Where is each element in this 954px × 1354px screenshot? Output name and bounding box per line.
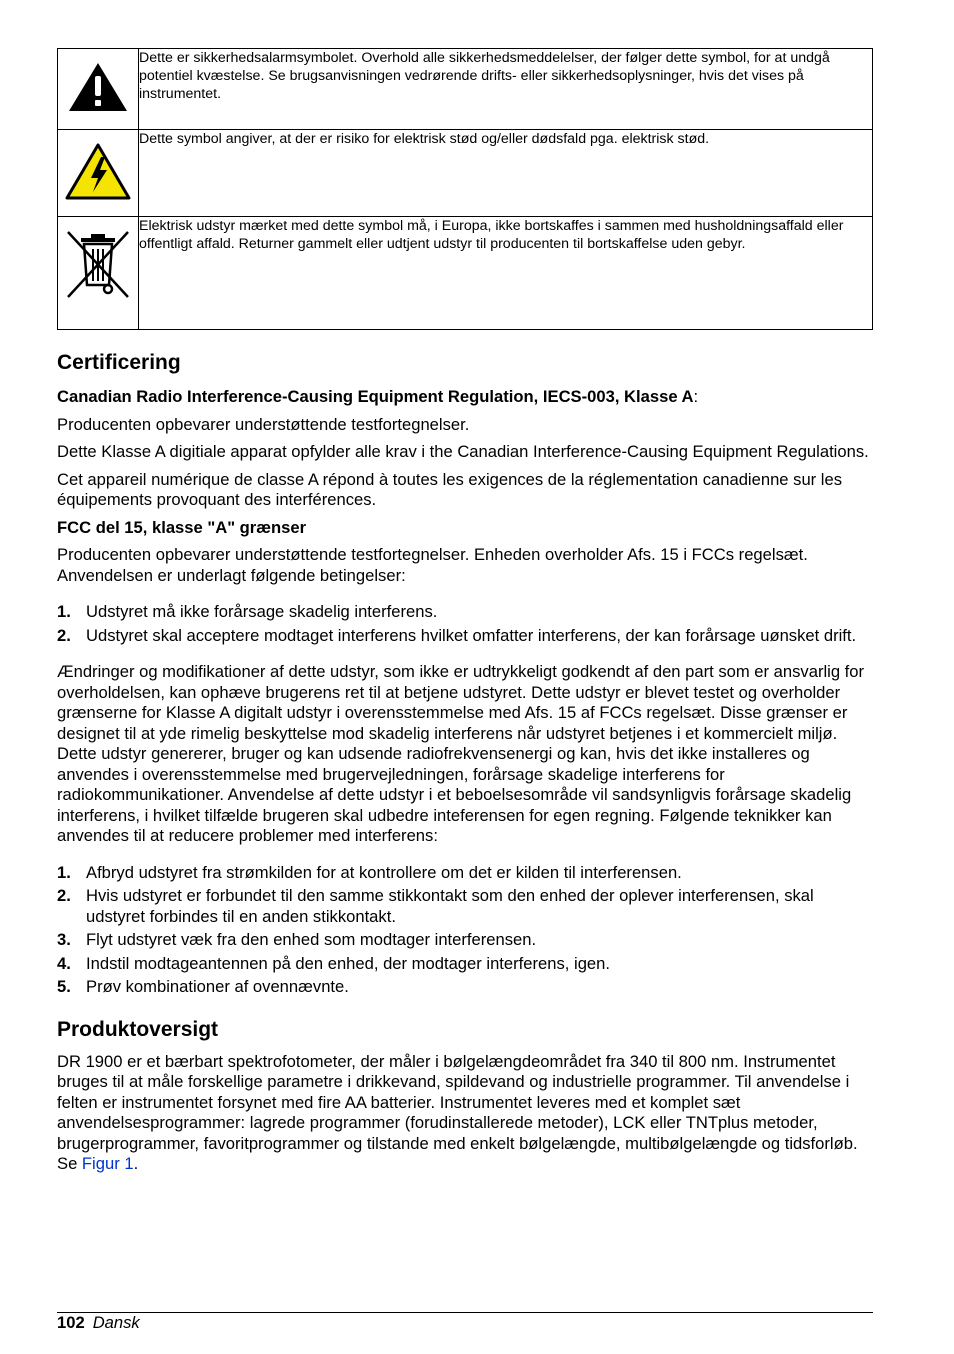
table-row	[58, 217, 873, 330]
figure-1-link[interactable]: Figur 1	[81, 1154, 134, 1173]
fcc-heading: FCC del 15, klasse "A" grænser	[57, 517, 307, 537]
list-text: Prøv kombinationer af ovennævnte.	[86, 977, 349, 996]
overview-end: .	[133, 1154, 139, 1173]
paragraph: Ændringer og modifikationer af dette udstyr, som ikke er udtrykkeligt godkendt af den part som er ansvarlig for overholdelsen, kan ophæve brugerens ret til at betjene udstyret. Dette udstyr er blevet testet og overholder grænserne for Klasse A digitalt udstyr i overensstemmelse med Afs. 15 af FCCs regelsæt. Disse grænser er designet til at yde rimelig beskyttelse mod skadelig interferens når udstyret betjenes i et kommercielt miljø. Dette udstyr genererer, bruger og kan udsende radiofrekvensenergi og kan, hvis det ikke installeres og anvendes i overensstemmelse med brugervejledningen, forårsage skadelige interferens for radiokommunikationer. Anvendelse af dette udstyr i et beboelsesområde vil sandsynligvis forårsage skadelig interferens, i hvilket tilfælde brugeren skal udbedre inteferensen for egen regning. Følgende teknikker kan anvendes til at reducere problemer med interferens:	[57, 662, 865, 845]
list-text: Afbryd udstyret fra strømkilden for at kontrollere om det er kilden til interferensen.	[86, 862, 682, 882]
conditions-list	[57, 602, 873, 646]
overview-paragraph	[57, 1052, 873, 1175]
list-item	[57, 977, 873, 998]
list-item	[57, 954, 873, 975]
list-item	[57, 626, 873, 647]
icon-cell	[58, 49, 139, 130]
symbol-description: Dette symbol angiver, at der er risiko for elektrisk stød og/eller dødsfald pga. elektrisk stød.	[139, 130, 873, 217]
icon-cell	[58, 130, 139, 217]
table-row	[58, 49, 873, 130]
paragraph: Cet appareil numérique de classe A répond à toutes les exigences de la réglementation canadienne sur les équipements provoquant des interférences.	[57, 469, 843, 509]
symbol-description: Elektrisk udstyr mærket med dette symbol må, i Europa, ikke bortskaffes i sammen med husholdningsaffald eller offentligt affald. Returner gammelt eller udtjent udstyr til producenten til bortskaffelse uden gebyr.	[139, 217, 873, 330]
warning-triangle-icon	[67, 61, 129, 113]
page-footer	[57, 1312, 873, 1333]
techniques-list	[57, 863, 873, 998]
list-text: Udstyret må ikke forårsage skadelig interferens.	[86, 602, 438, 621]
canadian-regulation-heading	[57, 387, 873, 408]
electric-shock-icon	[65, 143, 131, 201]
canadian-colon: :	[693, 387, 699, 406]
list-item	[57, 863, 873, 884]
list-number: 1.	[57, 602, 71, 621]
paragraph: Producenten opbevarer understøttende testfortegnelser. Enheden overholder Afs. 15 i FCCs regelsæt. Anvendelsen er underlagt følgende betingelser:	[57, 545, 808, 585]
page-content	[57, 48, 873, 1175]
crossed-out-bin-icon	[65, 229, 131, 301]
list-number: 5.	[57, 977, 71, 996]
list-text: Udstyret skal acceptere modtaget interferens hvilket omfatter interferens, der kan forårsage uønsket drift.	[86, 625, 857, 645]
footer-language: Dansk	[92, 1313, 140, 1332]
safety-symbols-table	[57, 48, 873, 330]
list-text: Flyt udstyret væk fra den enhed som modtager interferensen.	[86, 930, 537, 949]
paragraph: Dette Klasse A digitiale apparat opfylder alle krav i the Canadian Interference-Causing Equipment Regulations.	[57, 442, 869, 461]
table-row	[58, 130, 873, 217]
list-item	[57, 602, 873, 623]
list-text: Indstil modtageantennen på den enhed, der modtager interferens, igen.	[86, 953, 610, 973]
list-number: 4.	[57, 953, 71, 973]
overview-text: DR 1900 er et bærbart spektrofotometer, der måler i bølgelængdeområdet fra 340 til 800 nm. Instrumentet bruges til at måle forskellige parametre i drikkevand, spildevand og industrielle programmer. Til anvendelse i felten er instrumentet forsynet med fire AA batterier. Instrumentet leveres med et komplet sæt anvendelsesprogrammer: lagrede programmer (forudinstallerede metoder), LCK eller TNTplus metoder, brugerprogrammer, favoritprogrammer og tilstande med enkelt bølgelængde, multibølgelængde og tidsforløb. Se	[57, 1051, 858, 1173]
list-item	[57, 886, 873, 927]
list-number: 2.	[57, 625, 71, 645]
list-number: 3.	[57, 930, 71, 949]
list-item	[57, 930, 873, 951]
list-text: Hvis udstyret er forbundet til den samme stikkontakt som den enhed der oplever interferensen, skal udstyret forbindes til en anden stikkontakt.	[86, 886, 814, 926]
canadian-heading-text: Canadian Radio Interference-Causing Equipment Regulation, IECS-003, Klasse A	[57, 387, 694, 406]
list-number: 2.	[57, 886, 71, 905]
list-number: 1.	[57, 862, 71, 882]
overview-heading: Produktoversigt	[57, 1017, 219, 1041]
certification-heading: Certificering	[57, 351, 181, 374]
page-number: 102	[57, 1313, 85, 1332]
paragraph: Producenten opbevarer understøttende testfortegnelser.	[57, 414, 470, 434]
icon-cell	[58, 217, 139, 330]
symbol-description: Dette er sikkerhedsalarmsymbolet. Overhold alle sikkerhedsmeddelelser, der følger dette symbol, for at undgå potentiel kvæstelse. Se brugsanvisningen vedrørende drifts- eller sikkerhedsoplysninger, hvis det vises på instrumentet.	[139, 49, 873, 130]
